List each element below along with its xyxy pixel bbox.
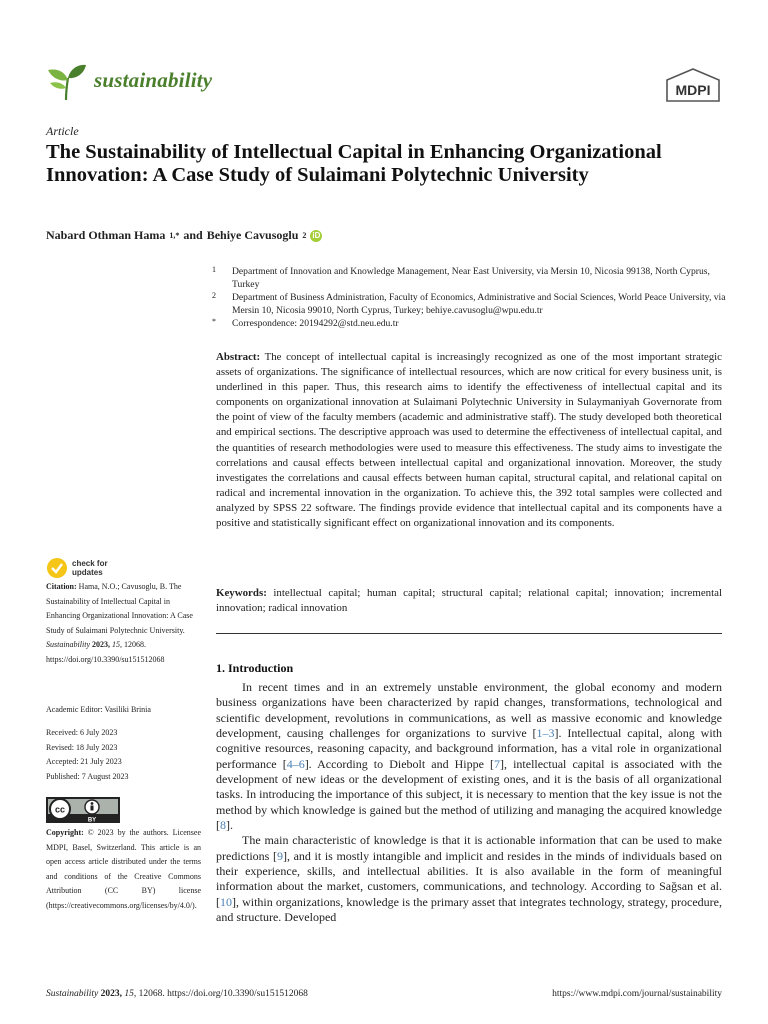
affiliation-mark: 1 bbox=[212, 265, 216, 274]
copyright-text: © 2023 by the authors. Licensee MDPI, Basel, Switzerland. This article is an open access article distributed under the terms and conditions of the Creative Commons Attribution (CC BY) license (https://creativecommons.org/licenses/by/4.0/). bbox=[46, 828, 202, 910]
author-affiliation-mark: 1,* bbox=[169, 231, 180, 240]
citation-volume: 15, bbox=[112, 640, 122, 649]
author-name[interactable]: Behiye Cavusoglu bbox=[206, 228, 299, 242]
abstract bbox=[216, 350, 722, 531]
section-divider bbox=[216, 633, 722, 634]
footer-doi[interactable]: 12068. https://doi.org/10.3390/su151512068 bbox=[138, 989, 308, 999]
abstract-text: The concept of intellectual capital is increasingly recognized as one of the most important strategic assets of organizations. The significance of intellectual resources, which are now critical for every business unit, is underlined in this paper. Thus, this research aims to identify the effectiveness of intellectual capital and its components on organizational innovation at Sulaimani Polytechnic University in Sulaymaniyah Governorate from the point of view of the faculty members (academic and administrative staff). The study developed both theoretical and empirical sections. The descriptive approach was used to determine the effectiveness of intellectual capital, and the quantities of research methodologies were used to measure this effectiveness. The study aims to investigate the correlations and causal effects between intellectual capital and organizational innovation. Moreover, the study investigates the correlations and causal effects between human capital, structural capital, and relational capital on radical and incremental innovation in the organization. To achieve this, the 392 total samples were collected and analyzed by SPSS 22 software. The findings provide evidence that intellectual capital and its components have a positive and statistically significant effect on organizational innovation and its components. bbox=[216, 351, 723, 530]
citation-link[interactable]: 7 bbox=[494, 756, 501, 771]
article-type: Article bbox=[46, 124, 79, 138]
cc-label: cc bbox=[54, 804, 66, 815]
orcid-icon[interactable]: iD bbox=[312, 230, 321, 240]
affiliation-item bbox=[212, 317, 732, 330]
article-title: The Sustainability of Intellectual Capital in Enhancing Organizational Innovation: A Case Study of Sulaimani Polytechnic University bbox=[46, 141, 662, 186]
affiliation-item bbox=[212, 265, 732, 291]
affiliation-item bbox=[212, 291, 732, 317]
affiliations bbox=[212, 265, 732, 330]
copyright-block bbox=[46, 826, 201, 913]
copyright-label: Copyright: bbox=[46, 828, 84, 837]
affiliation-mark: * bbox=[212, 317, 216, 326]
mdpi-logo-icon[interactable] bbox=[664, 68, 722, 102]
affiliation-text: Department of Business Administration, Faculty of Economics, Administrative and Social Sciences, World Peace University, via Mersin 10, Nicosia 99010, North Cyprus, Turkey; behiye.cavusoglu@wpu.edu.tr bbox=[232, 292, 726, 316]
author-affiliation-mark: 2 bbox=[302, 231, 307, 240]
section-heading: 1. Introduction bbox=[216, 661, 294, 675]
keywords bbox=[216, 586, 722, 616]
citation-doi[interactable]: 12068. https://doi.org/10.3390/su151512068 bbox=[46, 640, 165, 664]
cc-by-license-icon[interactable] bbox=[46, 797, 120, 823]
affiliation-mark: 2 bbox=[212, 291, 216, 300]
keywords-label: Keywords: bbox=[216, 587, 267, 599]
check-updates-icon bbox=[46, 557, 68, 579]
citation-link[interactable]: 10 bbox=[220, 894, 232, 909]
dates-block bbox=[46, 726, 201, 784]
paragraph: In recent times and in an extremely unstable environment, the global economy and modern business organizations have been characterized by rapid changes, transformations, technological and scientific development, revolutions in communications, as well as massive economic and knowledge development, causing challenges for organizations to survive [1–3]. Intellectual capital, along with cognitive resources, reasoning capacity, and background information, has a vital role in organizational performance [4–6]. According to Diebolt and Hippe [7], intellectual capital is associated with the development of new ideas or the development of existing ones, and it is the basis of all organizational tasks. In introducing the importance of this subject, it is necessary to mention that the key issue is not the method by which knowledge is gained but the method of utilizing and managing the acquired knowledge [8]. bbox=[216, 680, 722, 833]
journal-name[interactable]: sustainability bbox=[94, 68, 213, 92]
academic-editor: Academic Editor: Vasiliki Brinia bbox=[46, 705, 151, 714]
received-date: Received: 6 July 2023 bbox=[46, 728, 118, 737]
citation-block bbox=[46, 580, 201, 667]
footer-journal-url[interactable]: https://www.mdpi.com/journal/sustainability bbox=[552, 989, 722, 999]
check-updates-line2: updates bbox=[72, 568, 103, 577]
citation-link[interactable]: 1–3 bbox=[536, 726, 555, 741]
abstract-label: Abstract: bbox=[216, 351, 261, 363]
publisher-name: MDPI bbox=[675, 82, 711, 98]
citation-label: Citation: bbox=[46, 582, 77, 591]
revised-date: Revised: 18 July 2023 bbox=[46, 742, 118, 752]
journal-logo-icon bbox=[46, 62, 88, 102]
check-for-updates-button[interactable] bbox=[46, 556, 156, 580]
citation-text: Hama, N.O.; Cavusoglu, B. The Sustainability of Intellectual Capital in Enhancing Organizational Innovation: A Case Study of Sulaimani Polytechnic University. bbox=[46, 582, 193, 635]
published-date: Published: 7 August 2023 bbox=[46, 771, 129, 781]
citation-link[interactable]: 4–6 bbox=[286, 756, 305, 771]
footer-journal: Sustainability bbox=[46, 989, 99, 999]
citation-link[interactable]: 8 bbox=[220, 818, 226, 833]
accepted-date: Accepted: 21 July 2023 bbox=[46, 757, 122, 766]
affiliation-text: Department of Innovation and Knowledge Management, Near East University, via Mersin 10, Nicosia 99138, North Cyprus, Turkey bbox=[232, 266, 710, 290]
author-list bbox=[46, 228, 322, 243]
author-separator: and bbox=[183, 228, 203, 242]
by-label: BY bbox=[87, 817, 97, 823]
citation-link[interactable]: 9 bbox=[276, 848, 283, 863]
keywords-text: intellectual capital; human capital; structural capital; relational capital; innovation; incremental innovation; radical innovation bbox=[216, 587, 722, 615]
check-updates-line1: check for bbox=[72, 559, 108, 568]
footer-citation bbox=[46, 989, 308, 999]
author-name[interactable]: Nabard Othman Hama bbox=[46, 228, 166, 242]
paragraph: The main characteristic of knowledge is that it is actionable information that can be used to make predictions [9], and it is mostly intangible and implicit and resides in the minds of individuals based on their experience, skills, and intellectual abilities. It is also available in the form of meaningful information about the market, customers, communications, and technology. According to Sağsan et al. [10], within organizations, knowledge is the primary asset that integrates technology, strategy, procedure, and structure. Developed bbox=[216, 833, 722, 925]
footer-volume: 15, bbox=[124, 989, 137, 999]
footer-year: 2023, bbox=[100, 989, 122, 999]
correspondence-text: Correspondence: 20194292@std.neu.edu.tr bbox=[232, 318, 399, 329]
citation-journal: Sustainability bbox=[46, 640, 90, 649]
citation-year: 2023, bbox=[92, 640, 110, 649]
section-body bbox=[216, 680, 722, 926]
